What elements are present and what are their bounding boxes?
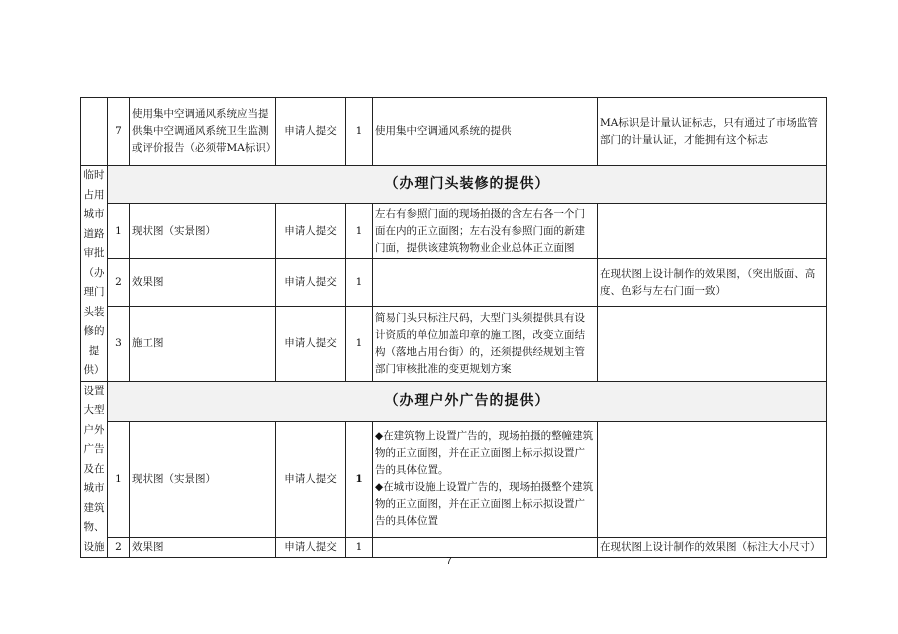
note: MA标识是计量认证标志，只有通过了市场监管部门的计量认证，才能拥有这个标志 xyxy=(598,98,827,166)
section-header-row xyxy=(81,166,827,204)
table-row xyxy=(81,98,827,166)
source-dept: 申请人提交 xyxy=(276,307,346,381)
source-dept: 申请人提交 xyxy=(276,537,346,557)
row-number: 2 xyxy=(108,259,130,307)
condition xyxy=(373,421,598,537)
category-cell-empty xyxy=(81,98,108,166)
condition: 使用集中空调通风系统的提供 xyxy=(373,98,598,166)
condition: 简易门头只标注尺码，大型门头须提供具有设计资质的单位加盖印章的施工图，改变立面结构（落地占用台街）的，还须提供经规划主管部门审核批准的变更规划方案 xyxy=(373,307,598,381)
requirements-table xyxy=(80,97,827,558)
quantity: 1 xyxy=(346,259,373,307)
row-number: 3 xyxy=(108,307,130,381)
row-number: 2 xyxy=(108,537,130,557)
section-title: （办理户外广告的提供） xyxy=(108,381,827,421)
material-name: 效果图 xyxy=(130,537,276,557)
note xyxy=(598,421,827,537)
quantity: 1 xyxy=(346,307,373,381)
table-row xyxy=(81,307,827,381)
condition xyxy=(373,259,598,307)
source-dept: 申请人提交 xyxy=(276,98,346,166)
material-name: 现状图（实景图） xyxy=(130,421,276,537)
note xyxy=(598,204,827,259)
page-number: 7 xyxy=(446,556,452,567)
source-dept: 申请人提交 xyxy=(276,421,346,537)
source-dept: 申请人提交 xyxy=(276,259,346,307)
material-name: 现状图（实景图） xyxy=(130,204,276,259)
material-name: 效果图 xyxy=(130,259,276,307)
material-name: 施工图 xyxy=(130,307,276,381)
quantity: 1 xyxy=(346,421,373,537)
note xyxy=(598,307,827,381)
quantity: 1 xyxy=(346,204,373,259)
table-row xyxy=(81,204,827,259)
source-dept: 申请人提交 xyxy=(276,204,346,259)
row-number: 1 xyxy=(108,421,130,537)
table-row xyxy=(81,259,827,307)
quantity: 1 xyxy=(346,537,373,557)
row-number: 7 xyxy=(108,98,130,166)
note: 在现状图上设计制作的效果图（标注大小尺寸） xyxy=(598,537,827,557)
category-outdoor-ads: 设置大型户外广告及在城市建筑物、设施 xyxy=(81,381,108,558)
row-number: 1 xyxy=(108,204,130,259)
quantity: 1 xyxy=(346,98,373,166)
category-door-renovation: 临时占用城市道路审批（办理门头装修的提供） xyxy=(81,166,108,382)
condition: 左右有参照门面的现场拍摄的含左右各一个门面在内的正立面图；左右没有参照门面的新建门面，提供该建筑物物业企业总体正立面图 xyxy=(373,204,598,259)
condition-facility: ◆在城市设施上设置广告的，现场拍摄整个建筑物的正立面图，并在正立面图上标示拟设置广告的具体位置 xyxy=(375,481,594,528)
section-title: （办理门头装修的提供） xyxy=(108,166,827,204)
section-header-row xyxy=(81,381,827,421)
material-name: 使用集中空调通风系统应当提供集中空调通风系统卫生监测或评价报告（必须带MA标识） xyxy=(130,98,276,166)
table-row xyxy=(81,537,827,557)
condition-building: ◆在建筑物上设置广告的，现场拍摄的整幢建筑物的正立面图，并在正立面图上标示拟设置广告的具体位置。 xyxy=(375,430,594,477)
note: 在现状图上设计制作的效果图，（突出版面、高度、色彩与左右门面一致） xyxy=(598,259,827,307)
condition xyxy=(373,537,598,557)
table-row xyxy=(81,421,827,537)
